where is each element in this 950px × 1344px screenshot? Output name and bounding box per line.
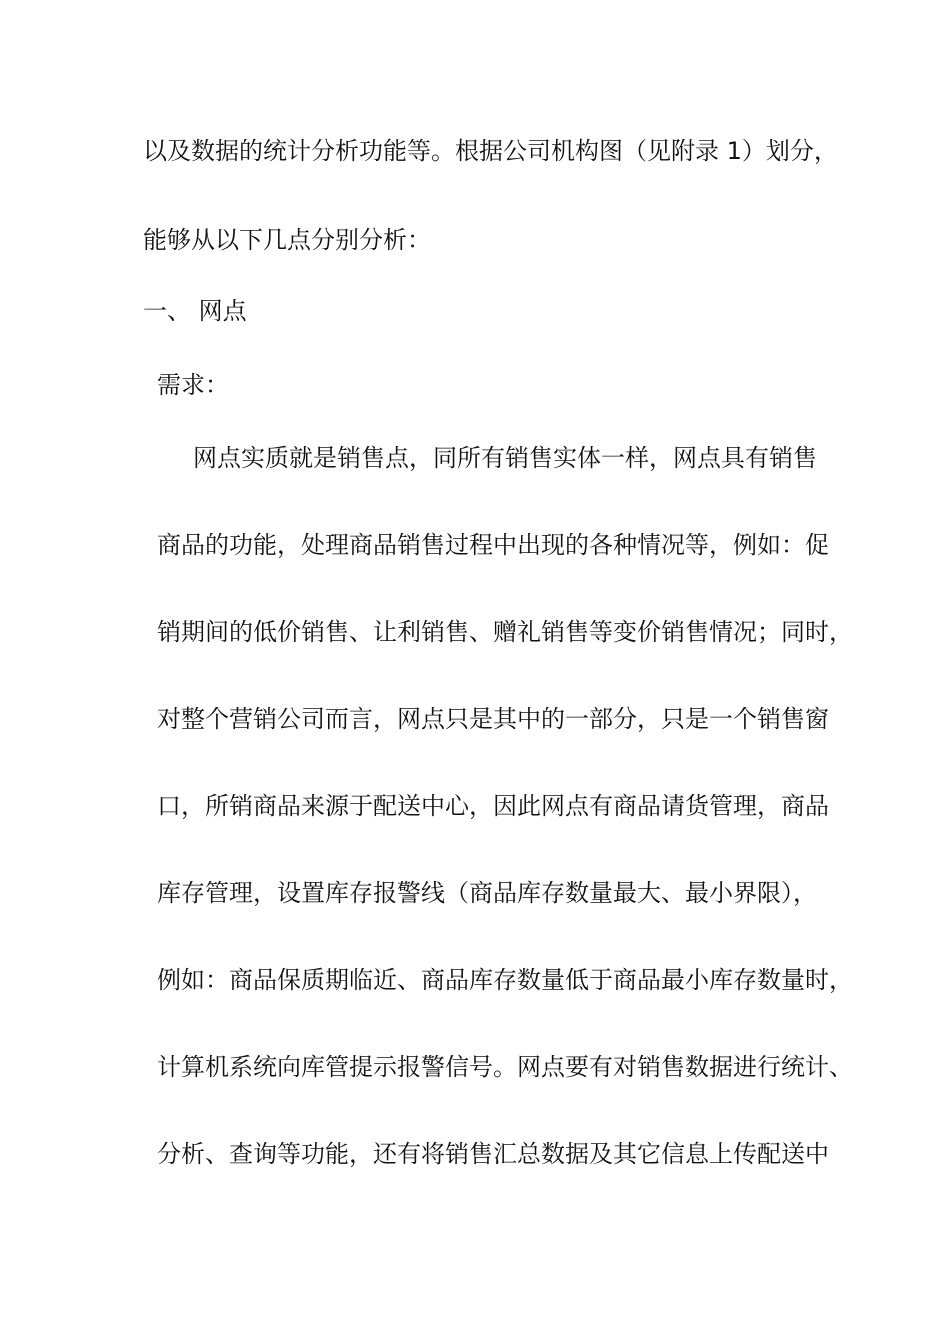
- intro-line-1: 以及数据的统计分析功能等。根据公司机构图（见附录 1）划分，: [143, 137, 838, 165]
- body-line-2: 商品的功能，处理商品销售过程中出现的各种情况等，例如：促: [157, 531, 829, 559]
- body-line-1: 网点实质就是销售点，同所有销售实体一样，网点具有销售: [193, 444, 817, 472]
- body-line-3: 销期间的低价销售、让利销售、赠礼销售等变价销售情况；同时，: [157, 618, 853, 646]
- sub-heading: 需求：: [157, 371, 229, 399]
- body-line-5: 口，所销商品来源于配送中心，因此网点有商品请货管理，商品: [157, 792, 829, 820]
- body-line-6: 库存管理，设置库存报警线（商品库存数量最大、最小界限），: [157, 879, 817, 907]
- body-line-9: 分析、查询等功能，还有将销售汇总数据及其它信息上传配送中: [157, 1140, 829, 1168]
- body-line-7: 例如：商品保质期临近、商品库存数量低于商品最小库存数量时，: [157, 966, 853, 994]
- body-line-8: 计算机系统向库管提示报警信号。网点要有对销售数据进行统计、: [157, 1053, 853, 1081]
- body-line-4: 对整个营销公司而言，网点只是其中的一部分，只是一个销售窗: [157, 705, 829, 733]
- section-heading: 一、 网点: [143, 297, 247, 325]
- intro-line-2: 能够从以下几点分别分析：: [143, 226, 431, 254]
